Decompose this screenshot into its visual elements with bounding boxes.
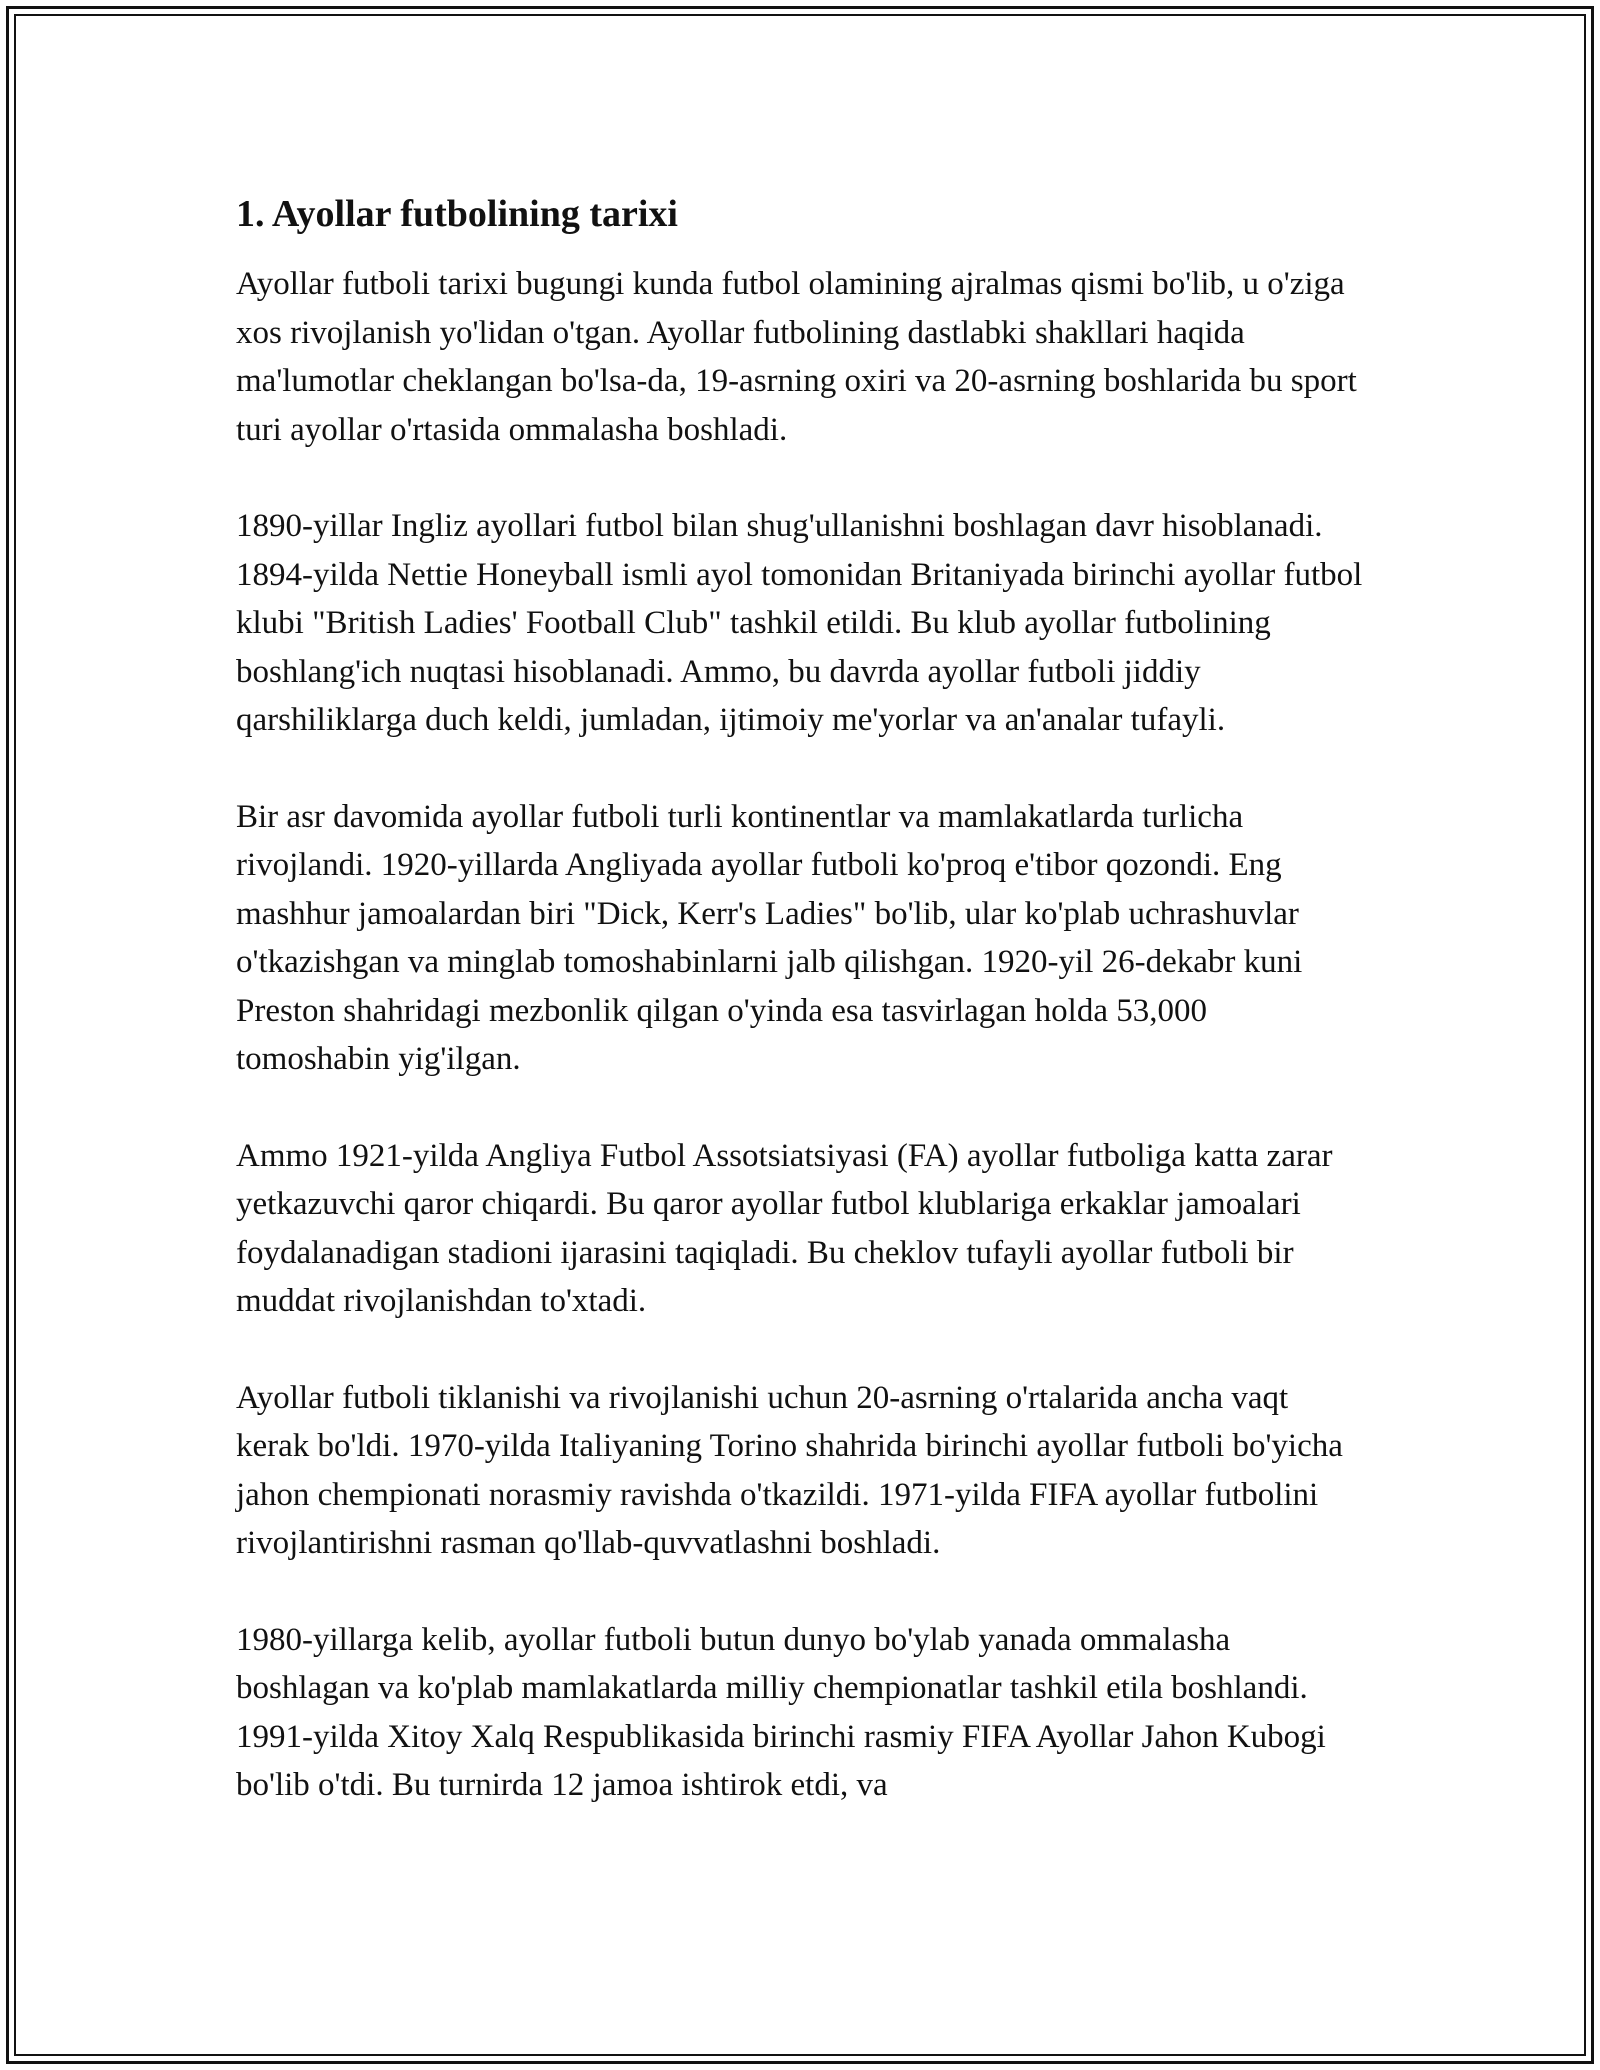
document-body (236, 186, 1366, 1810)
paragraph-1: Ayollar futboli tarixi bugungi kunda futbol olamining ajralmas qismi bo'lib, u o'ziga xos rivojlanish yo'lidan o'tgan. Ayollar futbolining dastlabki shakllari haqida ma'lumotlar cheklangan bo'lsa-da, 19-asrning oxiri va 20-asrning boshlarida bu sport turi ayollar o'rtasida ommalasha boshladi. (236, 266, 1357, 448)
paragraph-3: Bir asr davomida ayollar futboli turli kontinentlar va mamlakatlarda turlicha rivojlandi. 1920-yillarda Angliyada ayollar futboli ko'proq e'tibor qozondi. Eng mashhur jamoalardan biri "Dick, Kerr's Ladies" bo'lib, ular ko'plab uchrashuvlar o'tkazishgan va minglab tomoshabinlarni jalb qilishgan. 1920-yil 26-dekabr kuni Preston shahridagi mezbonlik qilgan o'yinda esa tasvirlagan holda 53,000 tomoshabin yig'ilgan. (236, 798, 1303, 1077)
section-title: 1. Ayollar futbolining tarixi (236, 193, 678, 235)
paragraph-5: Ayollar futboli tiklanishi va rivojlanishi uchun 20-asrning o'rtalarida ancha vaqt kerak bo'ldi. 1970-yilda Italiyaning Torino shahrida birinchi ayollar futboli bo'yicha jahon chempionati norasmiy ravishda o'tkazildi. 1971-yilda FIFA ayollar futbolini rivojlantirishni rasman qo'llab-quvvatlashni boshladi. (236, 1379, 1343, 1561)
paragraph-4: Ammo 1921-yilda Angliya Futbol Assotsiatsiyasi (FA) ayollar futboliga katta zarar yetkazuvchi qaror chiqardi. Bu qaror ayollar futbol klublariga erkaklar jamoalari foydalanadigan stadioni ijarasini taqiqladi. Bu cheklov tufayli ayollar futboli bir muddat rivojlanishdan to'xtadi. (236, 1137, 1333, 1319)
paragraph-2: 1890-yillar Ingliz ayollari futbol bilan shug'ullanishni boshlagan davr hisoblanadi. 1894-yilda Nettie Honeyball ismli ayol tomonidan Britaniyada birinchi ayollar futbol klubi "British Ladies' Football Club" tashkil etildi. Bu klub ayollar futbolining boshlang'ich nuqtasi hisoblanadi. Ammo, bu davrda ayollar futboli jiddiy qarshiliklarga duch keldi, jumladan, ijtimoiy me'yorlar va an'analar tufayli. (236, 508, 1363, 738)
paragraph-6: 1980-yillarga kelib, ayollar futboli butun dunyo bo'ylab yanada ommalasha boshlagan va ko'plab mamlakatlarda milliy chempionatlar tashkil etila boshlandi. 1991-yilda Xitoy Xalq Respublikasida birinchi rasmiy FIFA Ayollar Jahon Kubogi bo'lib o'tdi. Bu turnirda 12 jamoa ishtirok etdi, va (236, 1621, 1326, 1803)
